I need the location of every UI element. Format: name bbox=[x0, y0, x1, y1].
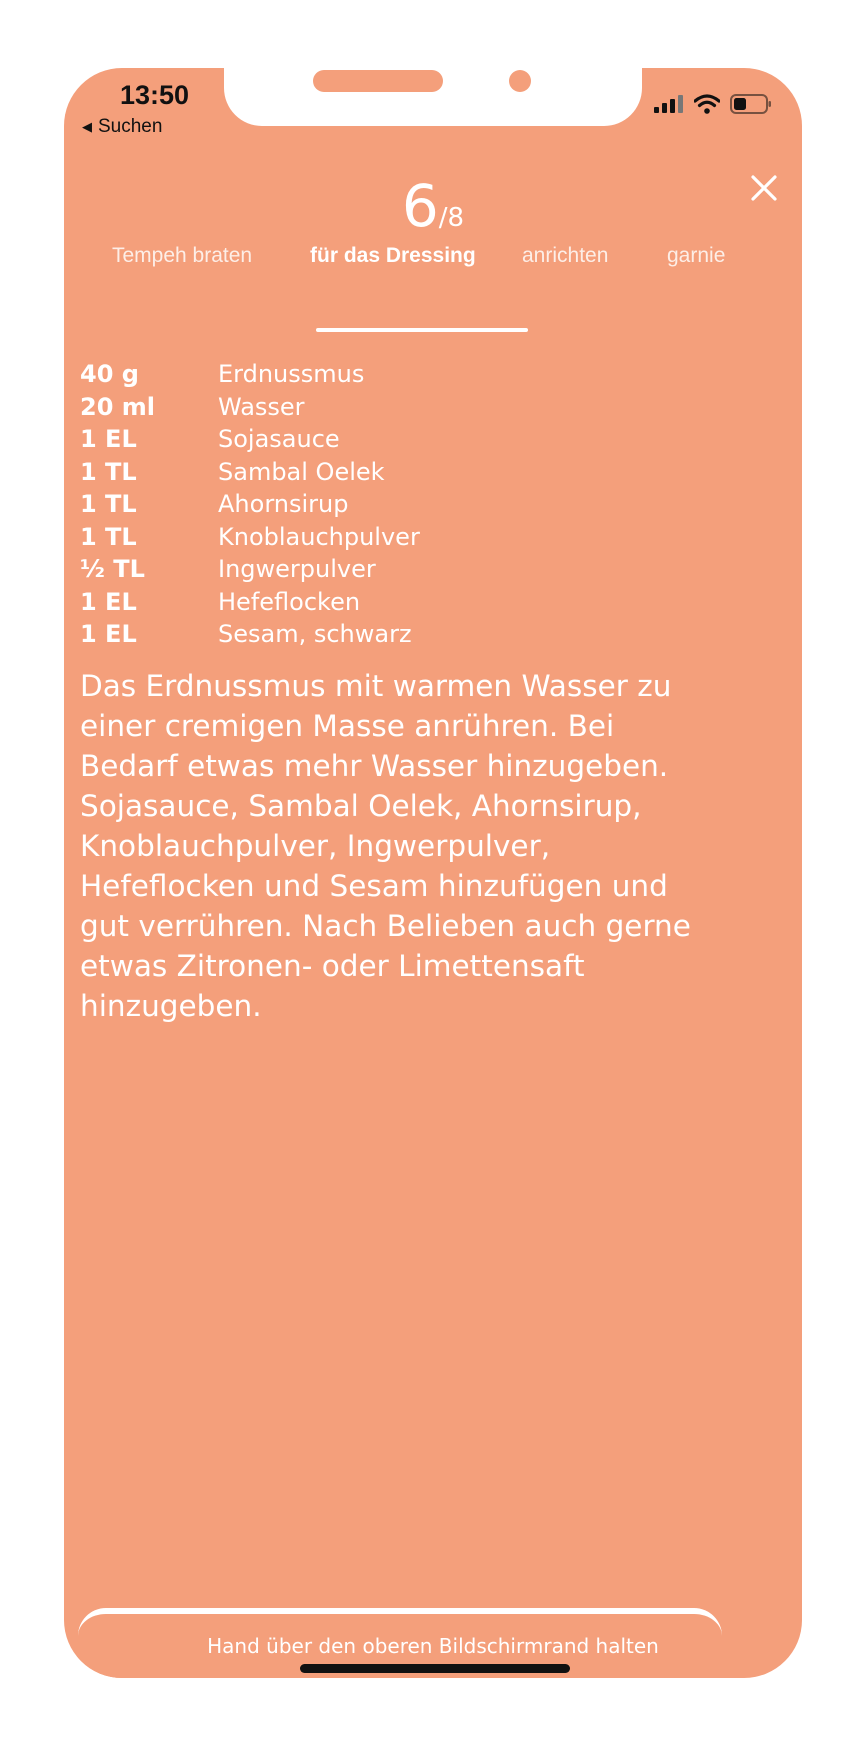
ingredient-row bbox=[80, 553, 720, 586]
ingredient-amount: 1 TL bbox=[80, 457, 137, 486]
ingredient-name: Wasser bbox=[218, 392, 305, 421]
tab-anrichten[interactable]: anrichten bbox=[522, 244, 609, 267]
ingredient-row bbox=[80, 456, 720, 489]
ingredient-row bbox=[80, 358, 720, 391]
ingredient-amount: ½ TL bbox=[80, 555, 145, 584]
back-label: Suchen bbox=[98, 116, 163, 137]
ingredient-amount: 1 EL bbox=[80, 587, 137, 616]
step-current: 6 bbox=[401, 172, 439, 240]
ingredient-amount: 1 TL bbox=[80, 490, 137, 519]
front-camera bbox=[509, 70, 531, 92]
ingredient-name: Knoblauchpulver bbox=[218, 522, 420, 551]
ingredient-name: Sesam, schwarz bbox=[218, 620, 412, 649]
status-icons bbox=[654, 94, 772, 114]
ingredient-name: Sambal Oelek bbox=[218, 457, 385, 486]
step-counter bbox=[64, 172, 802, 240]
step-tabs bbox=[64, 244, 802, 304]
phone-screen bbox=[64, 68, 802, 1678]
status-time: 13:50 bbox=[120, 80, 190, 110]
ingredient-amount: 1 TL bbox=[80, 522, 137, 551]
ingredient-amount: 40 g bbox=[80, 360, 139, 389]
speaker-grill bbox=[313, 70, 443, 92]
back-triangle-icon: ◀ bbox=[82, 119, 92, 134]
ingredient-row bbox=[80, 618, 720, 651]
ingredient-row bbox=[80, 423, 720, 456]
ingredient-row bbox=[80, 521, 720, 554]
tab-tempeh-braten[interactable]: Tempeh braten bbox=[112, 244, 253, 267]
ingredient-name: Ingwerpulver bbox=[218, 555, 376, 584]
ingredient-amount: 20 ml bbox=[80, 392, 155, 421]
ingredient-name: Sojasauce bbox=[218, 425, 340, 454]
ingredient-row bbox=[80, 488, 720, 521]
ingredient-name: Erdnussmus bbox=[218, 360, 365, 389]
tab-fuer-das-dressing[interactable]: für das Dressing bbox=[310, 244, 476, 267]
ingredient-row bbox=[80, 586, 720, 619]
wifi-icon bbox=[694, 94, 720, 114]
step-instructions: Das Erdnussmus mit warmen Wasser zu einer cremigen Masse anrühren. Bei Bedarf etwas mehr Wasser hinzugeben. Sojasauce, Sambal Oelek, Ahornsirup, Knoblauchpulver, Ingwerpulver, Hefeflocken und Sesam hinzufügen und gut verrühren. Nach Belieben auch gerne etwas Zitronen- oder Limettensaft hinzugeben. bbox=[80, 669, 691, 1023]
ingredient-amount: 1 EL bbox=[80, 620, 137, 649]
active-tab-indicator bbox=[316, 328, 528, 332]
ingredient-name: Ahornsirup bbox=[218, 490, 349, 519]
tab-garnieren[interactable]: garnie bbox=[667, 244, 726, 267]
step-total: /8 bbox=[438, 203, 465, 233]
gesture-hint-text: Hand über den oberen Bildschirmrand halten bbox=[207, 1634, 659, 1658]
ingredient-row bbox=[80, 391, 720, 424]
device-notch bbox=[224, 68, 642, 126]
cellular-signal-icon bbox=[654, 95, 684, 113]
ingredient-list bbox=[80, 358, 720, 651]
battery-icon bbox=[730, 94, 772, 114]
back-to-search-link[interactable] bbox=[82, 116, 162, 138]
ingredient-name: Hefeflocken bbox=[218, 587, 361, 616]
home-indicator[interactable] bbox=[300, 1664, 570, 1673]
ingredient-amount: 1 EL bbox=[80, 425, 137, 454]
